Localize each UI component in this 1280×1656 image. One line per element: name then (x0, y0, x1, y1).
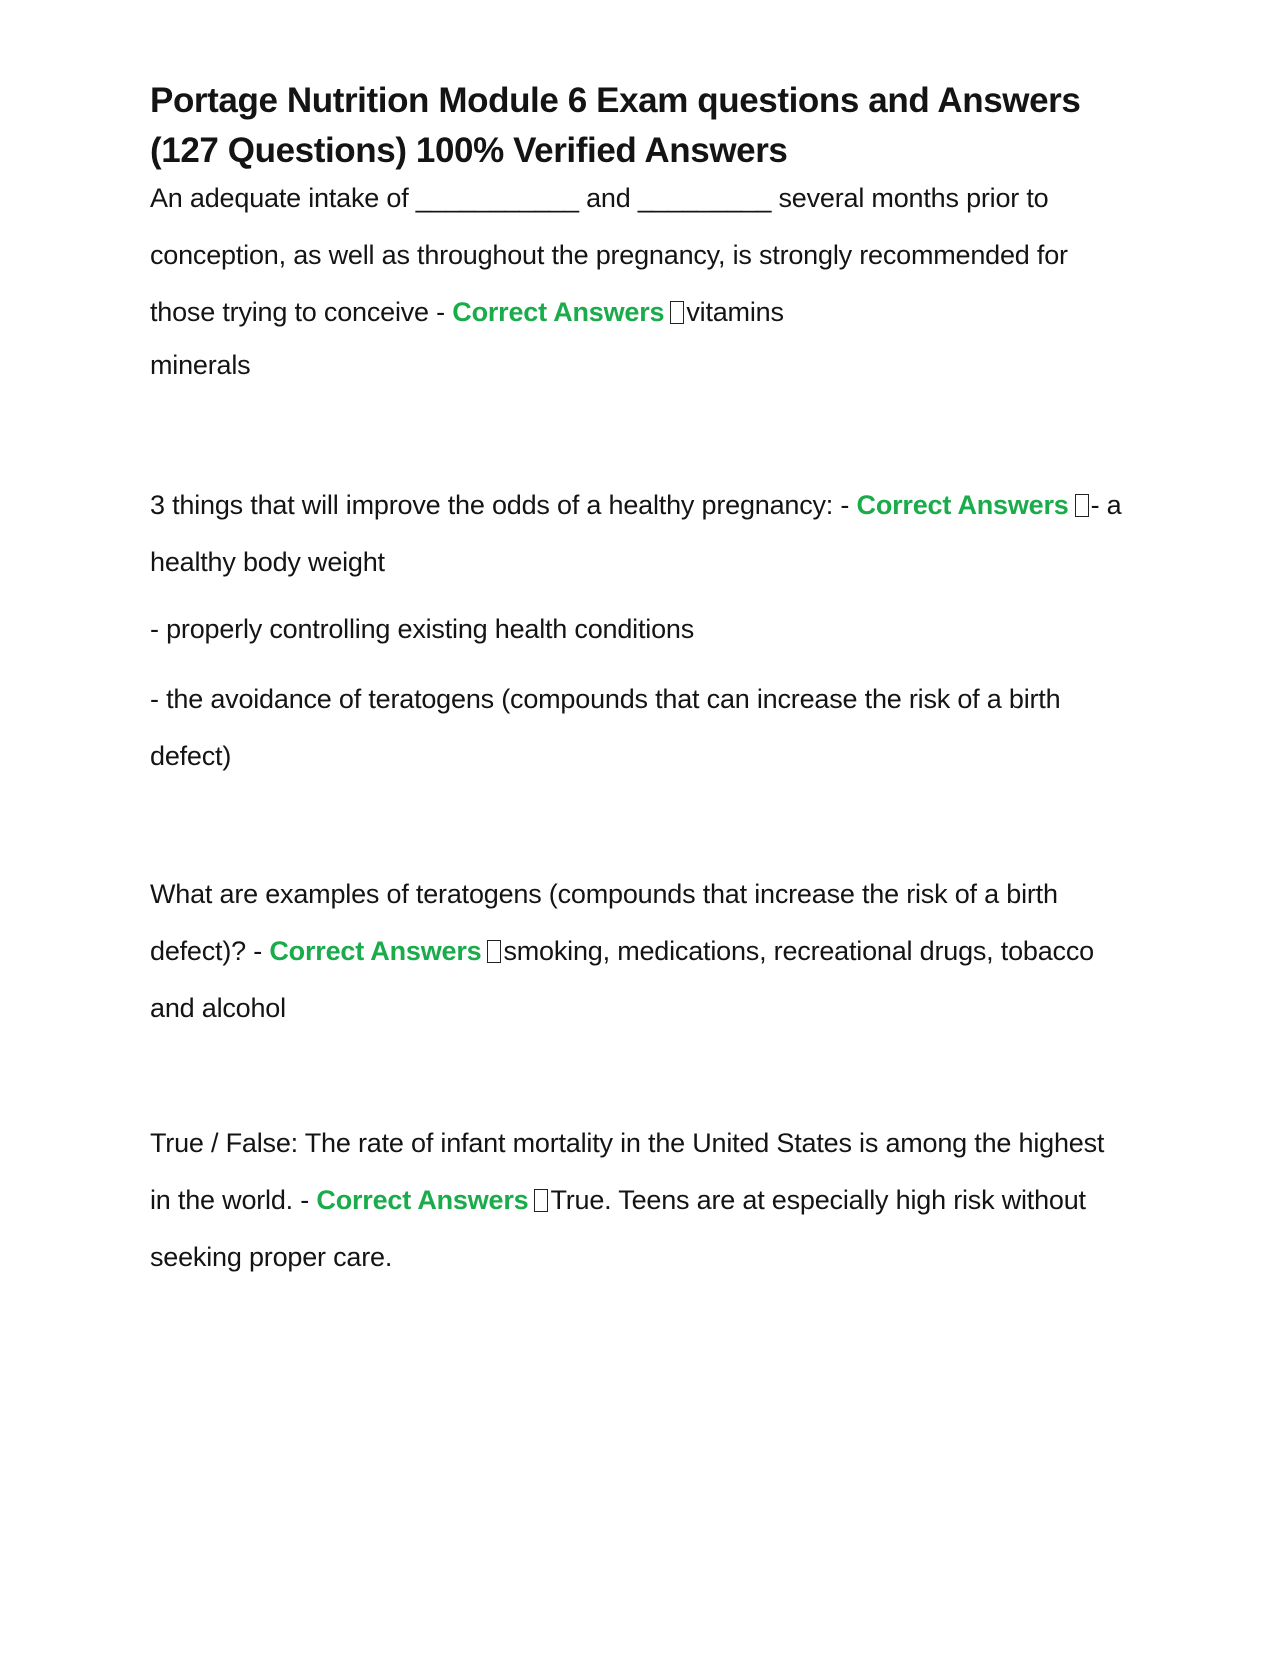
question-1 (150, 170, 1130, 341)
missing-glyph-box-icon (670, 301, 684, 324)
correct-answers-label: Correct Answers (856, 490, 1069, 520)
answer-2-line-3: - the avoidance of teratogens (compounds that can increase the risk of a birth defect) (150, 684, 1061, 771)
question-3-text: What are examples of teratogens (compounds that increase the risk of a birth defect)? - (150, 879, 1058, 966)
question-1-text: An adequate intake of ___________ and _________ several months prior to conception, as well as throughout the pregnancy, is strongly recommended for those trying to conceive - (150, 183, 1068, 327)
answer-1-line-2: minerals (150, 350, 251, 380)
answer-3-line-1: smoking, medications, recreational drugs, tobacco and alcohol (150, 936, 1094, 1023)
correct-answers-label: Correct Answers (452, 297, 665, 327)
question-4 (150, 1115, 1130, 1286)
answer-4-line-1: True. Teens are at especially high risk without seeking proper care. (150, 1185, 1086, 1272)
correct-answers-label: Correct Answers (269, 936, 482, 966)
page-title: Portage Nutrition Module 6 Exam questions and Answers (127 Questions) 100% Verified Answers (150, 81, 1081, 170)
question-3 (150, 866, 1130, 1037)
question-2-text: 3 things that will improve the odds of a healthy pregnancy: - (150, 490, 850, 520)
missing-glyph-box-icon (487, 940, 501, 963)
question-4-text: True / False: The rate of infant mortality in the United States is among the highest in the world. - (150, 1128, 1105, 1215)
correct-answers-label: Correct Answers (316, 1185, 529, 1215)
missing-glyph-box-icon (1075, 494, 1089, 517)
answer-1-line-1: vitamins (686, 297, 784, 327)
missing-glyph-box-icon (534, 1189, 548, 1212)
question-2 (150, 477, 1130, 591)
answer-2-line-2: - properly controlling existing health conditions (150, 614, 695, 644)
answer-2-line-1: - a healthy body weight (150, 490, 1122, 577)
